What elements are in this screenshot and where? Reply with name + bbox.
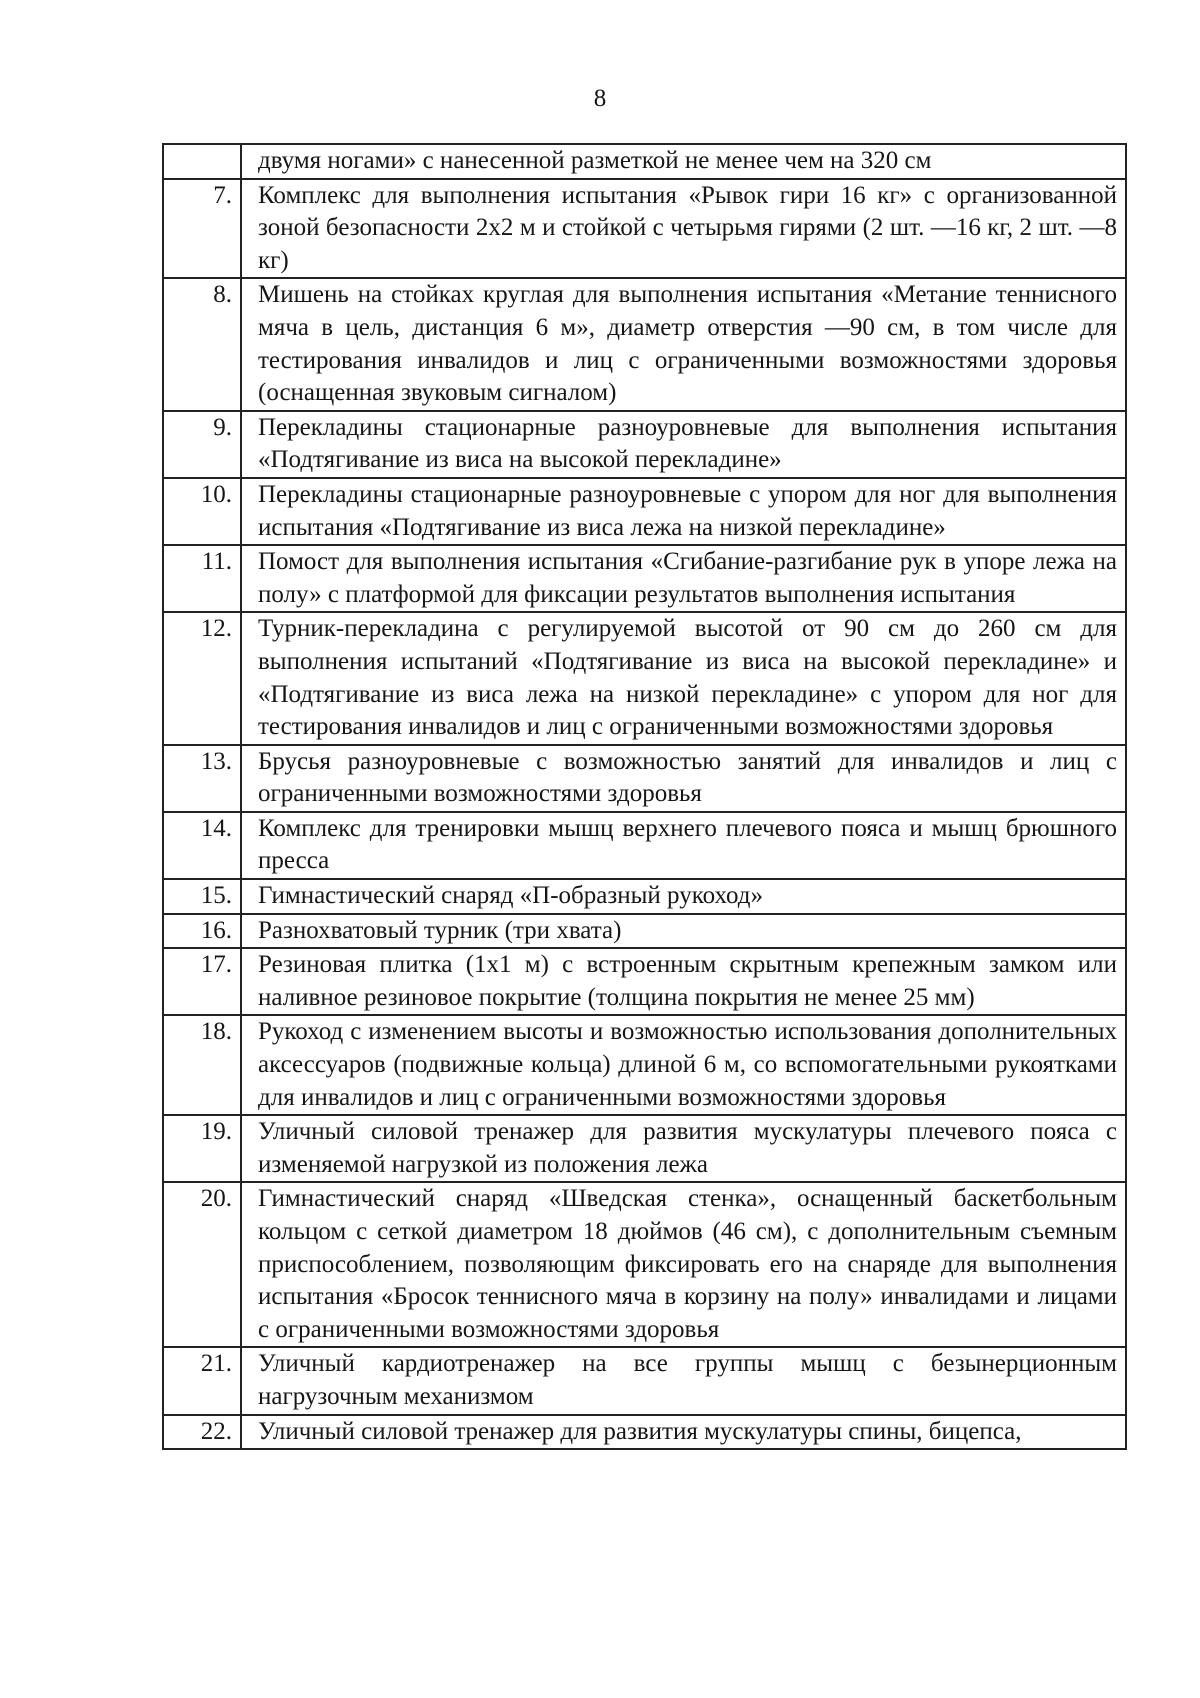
row-number: 11.: [163, 545, 241, 612]
row-description: двумя ногами» с нанесенной разметкой не менее чем на 320 см: [241, 144, 1126, 179]
row-description: Комплекс для выполнения испытания «Рывок гири 16 кг» с организованной зоной безопасности 2х2 м и стойкой с четырьмя гирями (2 шт. —16 кг, 2 шт. —8 кг): [241, 179, 1126, 279]
table-row: [163, 745, 1126, 812]
page-number: 8: [593, 85, 607, 112]
row-description: Комплекс для тренировки мышц верхнего плечевого пояса и мышц брюшного пресса: [241, 812, 1126, 879]
row-description: Уличный силовой тренажер для развития мускулатуры плечевого пояса с изменяемой нагрузкой из положения лежа: [241, 1115, 1126, 1182]
row-number: 18.: [163, 1015, 241, 1115]
row-description: Уличный силовой тренажер для развития мускулатуры спины, бицепса,: [241, 1415, 1126, 1450]
table-row: [163, 612, 1126, 744]
row-description: Перекладины стационарные разноуровневые для выполнения испытания «Подтягивание из виса на высокой перекладине»: [241, 411, 1126, 478]
row-number: 14.: [163, 812, 241, 879]
table-row: [163, 914, 1126, 949]
row-number: 16.: [163, 914, 241, 949]
row-description: Рукоход с изменением высоты и возможностью использования дополнительных аксессуаров (подвижные кольца) длиной 6 м, со вспомогательными рукоятками для инвалидов и лиц с ограниченными возможностями здоровья: [241, 1015, 1126, 1115]
table-row: [163, 411, 1126, 478]
row-number: 7.: [163, 179, 241, 279]
row-number: 13.: [163, 745, 241, 812]
row-number: 10.: [163, 478, 241, 545]
table-row: [163, 278, 1126, 410]
equipment-table: [162, 143, 1127, 1450]
row-description: Резиновая плитка (1х1 м) с встроенным скрытным крепежным замком или наливное резиновое покрытие (толщина покрытия не менее 25 мм): [241, 948, 1126, 1015]
table-row: [163, 1182, 1126, 1347]
table-row: [163, 478, 1126, 545]
row-description: Уличный кардиотренажер на все группы мышц с безынерционным нагрузочным механизмом: [241, 1347, 1126, 1414]
row-number: 20.: [163, 1182, 241, 1347]
table-row: [163, 1015, 1126, 1115]
row-number: [163, 144, 241, 179]
table-row: [163, 144, 1126, 179]
row-number: 15.: [163, 879, 241, 914]
table-row: [163, 948, 1126, 1015]
table-row: [163, 179, 1126, 279]
table-row: [163, 1347, 1126, 1414]
row-number: 12.: [163, 612, 241, 744]
table-row: [163, 1115, 1126, 1182]
row-description: Брусья разноуровневые с возможностью занятий для инвалидов и лиц с ограниченными возможностями здоровья: [241, 745, 1126, 812]
table-row: [163, 545, 1126, 612]
row-description: Турник-перекладина с регулируемой высотой от 90 см до 260 см для выполнения испытаний «Подтягивание из виса на высокой перекладине» и «Подтягивание из виса лежа на низкой перекладине» с упором для ног для тестирования инвалидов и лиц с ограниченными возможностями здоровья: [241, 612, 1126, 744]
row-description: Мишень на стойках круглая для выполнения испытания «Метание теннисного мяча в цель, дистанция 6 м», диаметр отверстия —90 см, в том числе для тестирования инвалидов и лиц с ограниченными возможностями здоровья (оснащенная звуковым сигналом): [241, 278, 1126, 410]
table-row: [163, 879, 1126, 914]
row-description: Гимнастический снаряд «П-образный рукоход»: [241, 879, 1126, 914]
row-description: Помост для выполнения испытания «Сгибание-разгибание рук в упоре лежа на полу» с платформой для фиксации результатов выполнения испытания: [241, 545, 1126, 612]
row-number: 21.: [163, 1347, 241, 1414]
row-number: 9.: [163, 411, 241, 478]
row-number: 8.: [163, 278, 241, 410]
table-row: [163, 812, 1126, 879]
row-description: Разнохватовый турник (три хвата): [241, 914, 1126, 949]
row-number: 22.: [163, 1415, 241, 1450]
row-description: Перекладины стационарные разноуровневые с упором для ног для выполнения испытания «Подтягивание из виса лежа на низкой перекладине»: [241, 478, 1126, 545]
row-number: 17.: [163, 948, 241, 1015]
row-number: 19.: [163, 1115, 241, 1182]
table-row: [163, 1415, 1126, 1450]
row-description: Гимнастический снаряд «Шведская стенка», оснащенный баскетбольным кольцом с сеткой диаметром 18 дюймов (46 см), с дополнительным съемным приспособлением, позволяющим фиксировать его на снаряде для выполнения испытания «Бросок теннисного мяча в корзину на полу» инвалидами и лицами с ограниченными возможностями здоровья: [241, 1182, 1126, 1347]
